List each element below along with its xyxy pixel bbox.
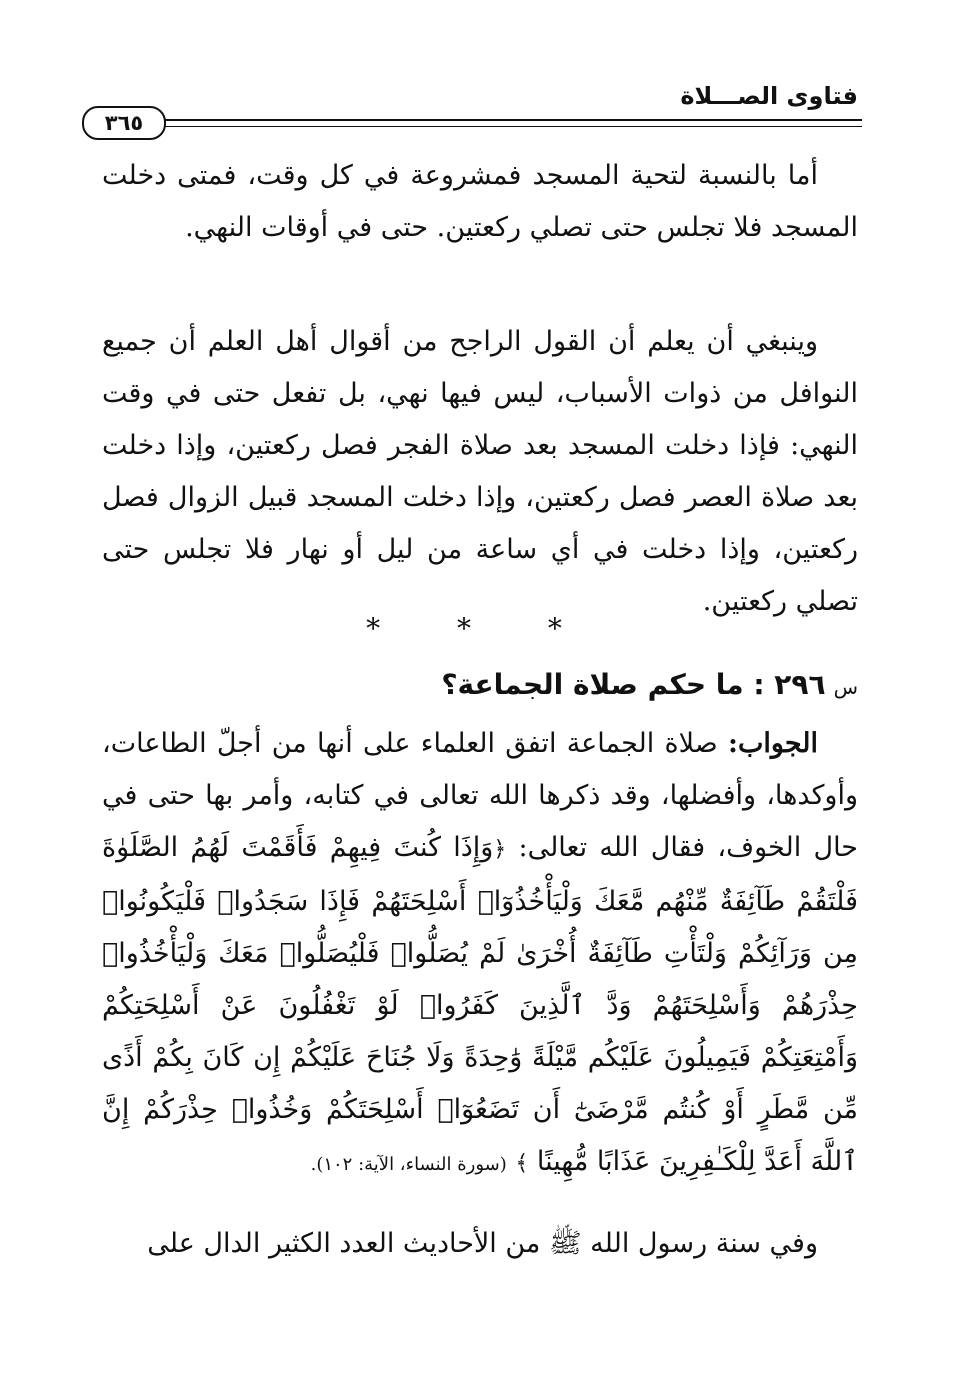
header-rule xyxy=(160,119,862,121)
section-separator: * * * xyxy=(366,612,596,645)
quran-verse: وَإِذَا كُنتَ فِيهِمْ فَأَقَمْتَ لَهُمُ الصَّلَوٰةَ فَلْتَقُمْ طَآئِفَةٌ مِّنْهُم مَّعَكَ وَلْيَأْخُذُوٓا۟ أَسْلِحَتَهُمْ فَإِذَا سَجَدُوا۟ فَلْيَكُونُوا۟ مِن وَرَآئِكُمْ وَلْتَأْتِ طَآئِفَةٌ أُخْرَىٰ لَمْ يُصَلُّوا۟ فَلْيُصَلُّوا۟ مَعَكَ وَلْيَأْخُذُوا۟ حِذْرَهُمْ وَأَسْلِحَتَهُمْ وَدَّ ٱلَّذِينَ كَفَرُوا۟ لَوْ تَغْفُلُونَ عَنْ أَسْلِحَتِكُمْ وَأَمْتِعَتِكُمْ فَيَمِيلُونَ عَلَيْكُم مَّيْلَةً وَٰحِدَةً وَلَا جُنَاحَ عَلَيْكُمْ إِن كَانَ بِكُمْ أَذًى مِّن مَّطَرٍ أَوْ كُنتُم مَّرْضَىٰٓ أَن تَضَعُوٓا۟ أَسْلِحَتَكُمْ وَخُذُوا۟ حِذْرَكُمْ إِنَّ ٱللَّهَ أَعَدَّ لِلْكَـٰفِرِينَ عَذَابًا مُّهِينًا xyxy=(102,832,858,1177)
paragraph-text: وينبغي أن يعلم أن القول الراجح من أقوال أهل العلم أن جميع النوافل من ذوات الأسباب، ليس فيها نهي، بل تفعل حتى في وقت النهي: فإذا دخلت المسجد بعد صلاة الفجر فصل ركعتين، وإذا دخلت بعد صلاة العصر فصل ركعتين، وإذا دخلت المسجد قبيل الزوال فصل ركعتين، وإذا دخلت في أي ساعة من ليل أو نهار فلا تجلس حتى تصلي ركعتين. xyxy=(102,326,858,617)
page-number: ٣٦٥ xyxy=(82,106,166,140)
paragraph xyxy=(102,316,858,628)
question-heading xyxy=(441,668,858,701)
answer-paragraph xyxy=(102,718,858,1191)
question-text: ٢٩٦ : ما حكم صلاة الجماعة؟ xyxy=(441,668,826,701)
quran-open-bracket: ﴿ xyxy=(493,837,507,862)
answer-label: الجواب: xyxy=(728,728,818,759)
answer-text: صلاة الجماعة اتفق العلماء على أنها من أجلّ الطاعات، وأوكدها، وأفضلها، وقد ذكرها الله تعالى في كتابه، وأمر بها حتى في حال الخوف، فقال الله تعالى: xyxy=(102,728,859,863)
header-rule-thin xyxy=(160,126,862,127)
paragraph xyxy=(102,150,858,254)
question-marker: س xyxy=(833,675,858,699)
paragraph-text: أما بالنسبة لتحية المسجد فمشروعة في كل وقت، فمتى دخلت المسجد فلا تجلس حتى تصلي ركعتين. حتى في أوقات النهي. xyxy=(102,160,858,243)
continuing-paragraph xyxy=(147,1218,858,1270)
running-header-title: فتاوى الصـــلاة xyxy=(680,82,858,110)
quran-close-bracket: ﴾ xyxy=(515,1151,529,1176)
paragraph-text: وفي سنة رسول الله ﷺ من الأحاديث العدد الكثير الدال على xyxy=(147,1228,818,1259)
verse-citation: (سورة النساء، الآية: ١٠٢). xyxy=(310,1154,507,1175)
